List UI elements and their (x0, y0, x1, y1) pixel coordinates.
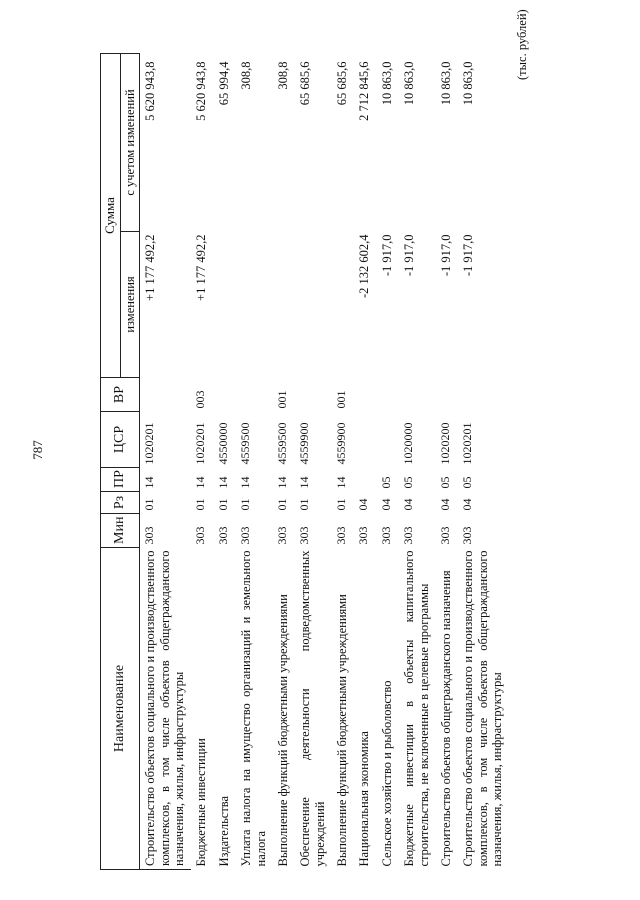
cell-vr (377, 378, 399, 412)
cell-rz: 01 (297, 498, 312, 511)
cell-name: Национальная экономика (357, 731, 372, 867)
cell-csr: 4559900 (297, 422, 312, 465)
table-header (101, 54, 140, 870)
cell-rz: 01 (274, 498, 289, 511)
cell-min: 303 (356, 526, 371, 545)
cell-min: 303 (238, 526, 253, 545)
cell-pr: 14 (334, 476, 349, 489)
cell-name: Бюджетные инвестиции в объекты капитального строительства, не включенные в целевые программы (402, 550, 431, 867)
cell-rz: 04 (356, 498, 371, 511)
cell-csr (354, 412, 376, 468)
cell-vr (436, 378, 458, 412)
header-sum-group: Сумма (101, 54, 121, 378)
header-changes: изменения (120, 232, 139, 378)
unit-note: (тыс. рублей) (515, 9, 529, 80)
cell-pr: 05 (378, 476, 393, 489)
cell-change: -2 132 602,4 (357, 234, 372, 299)
cell-pr: 05 (401, 476, 416, 489)
cell-pr: 14 (215, 476, 230, 489)
cell-rz: 01 (142, 498, 157, 511)
table-row (458, 54, 509, 870)
cell-change: -1 917,0 (379, 234, 394, 277)
cell-rz: 04 (437, 498, 452, 511)
table-row (377, 54, 399, 870)
cell-min: 303 (378, 526, 393, 545)
cell-csr: 1020200 (437, 422, 452, 465)
cell-vr (295, 378, 332, 412)
cell-total: 308,8 (275, 61, 290, 90)
cell-change: -1 917,0 (461, 234, 476, 277)
cell-pr: 05 (460, 476, 475, 489)
cell-change: -1 917,0 (402, 234, 417, 277)
cell-total: 65 685,6 (335, 61, 350, 106)
cell-vr (354, 378, 376, 412)
cell-rz: 04 (401, 498, 416, 511)
table-row (191, 54, 213, 870)
cell-total: 10 863,0 (461, 61, 476, 106)
table-row (399, 54, 436, 870)
cell-total: 10 863,0 (438, 61, 453, 106)
cell-min: 303 (193, 526, 208, 545)
cell-rz: 01 (334, 498, 349, 511)
cell-csr: 1020201 (193, 422, 208, 465)
cell-min: 303 (334, 526, 349, 545)
cell-pr: 14 (274, 476, 289, 489)
cell-pr (354, 468, 376, 492)
cell-name: Бюджетные инвестиции (194, 738, 209, 867)
cell-total: 5 620 943,8 (143, 61, 158, 121)
table-row (236, 54, 273, 870)
cell-pr: 14 (238, 476, 253, 489)
budget-table (100, 53, 509, 870)
table-body (140, 54, 510, 870)
cell-csr: 1020000 (401, 422, 416, 465)
cell-name: Выполнение функций бюджетными учреждениями (335, 594, 350, 867)
header-with-changes: с учетом изменений (120, 54, 139, 232)
cell-csr: 4559500 (238, 422, 253, 465)
cell-name: Сельское хозяйство и рыболовство (379, 680, 394, 867)
table-row (214, 54, 236, 870)
cell-rz: 01 (193, 498, 208, 511)
cell-name: Строительство объектов социального и производственного комплексов, в том числе объектов общегражданского назначения, жилья, инфраструктуры (140, 548, 192, 870)
cell-total: 10 863,0 (379, 61, 394, 106)
cell-pr: 14 (142, 476, 157, 489)
cell-name: Строительство объектов общегражданского назначения (438, 570, 453, 867)
cell-change: -1 917,0 (438, 234, 453, 277)
cell-min: 303 (460, 526, 475, 545)
cell-vr (399, 378, 436, 412)
cell-change (236, 232, 273, 378)
cell-min: 303 (401, 526, 416, 545)
cell-rz: 01 (238, 498, 253, 511)
cell-total: 308,8 (239, 61, 254, 90)
cell-total: 10 863,0 (402, 61, 417, 106)
cell-csr: 4550000 (215, 422, 230, 465)
cell-vr: 001 (274, 390, 289, 409)
cell-rz: 04 (460, 498, 475, 511)
cell-vr (458, 378, 509, 412)
cell-rz: 04 (378, 498, 393, 511)
table-row (273, 54, 295, 870)
header-csr: ЦСР (101, 412, 140, 468)
cell-change (214, 232, 236, 378)
cell-csr: 1020201 (460, 422, 475, 465)
cell-name: Строительство объектов социального и производственного комплексов, в том числе объектов общегражданского назначения, жилья, инфраструктуры (461, 550, 505, 867)
cell-name: Обеспечение деятельности подведомственных учреждений (298, 550, 327, 867)
table-row (295, 54, 332, 870)
cell-vr: 003 (193, 390, 208, 409)
cell-pr: 14 (297, 476, 312, 489)
header-pr: ПР (101, 468, 140, 492)
cell-total: 2 712 845,6 (357, 61, 372, 121)
cell-name: Выполнение функций бюджетными учреждениями (275, 594, 290, 867)
cell-csr: 4559900 (334, 422, 349, 465)
table-row (332, 54, 354, 870)
cell-vr (140, 378, 192, 412)
cell-total: 5 620 943,8 (194, 61, 209, 121)
cell-vr: 001 (334, 390, 349, 409)
table-row (354, 54, 376, 870)
cell-change: +1 177 492,2 (194, 234, 209, 301)
header-vr: ВР (101, 378, 140, 412)
header-min: Мин (101, 514, 140, 548)
cell-vr (236, 378, 273, 412)
cell-csr: 4559500 (274, 422, 289, 465)
cell-change (273, 232, 295, 378)
cell-total: 65 994,4 (216, 61, 231, 106)
cell-csr: 1020201 (142, 422, 157, 465)
cell-name: Уплата налога на имущество организаций и земельного налога (239, 550, 268, 867)
cell-change (295, 232, 332, 378)
table-row (140, 54, 192, 870)
cell-total: 65 685,6 (298, 61, 313, 106)
page-number: 787 (30, 440, 45, 460)
cell-csr (377, 412, 399, 468)
table-row (436, 54, 458, 870)
cell-change: +1 177 492,2 (143, 234, 158, 301)
cell-min: 303 (437, 526, 452, 545)
header-rz: Рз (101, 492, 140, 514)
header-name: Наименование (101, 548, 140, 870)
cell-vr (214, 378, 236, 412)
cell-min: 303 (274, 526, 289, 545)
cell-min: 303 (142, 526, 157, 545)
cell-min: 303 (297, 526, 312, 545)
cell-pr: 05 (437, 476, 452, 489)
cell-min: 303 (215, 526, 230, 545)
cell-name: Издательства (216, 795, 231, 867)
cell-change (332, 232, 354, 378)
cell-pr: 14 (193, 476, 208, 489)
cell-rz: 01 (215, 498, 230, 511)
